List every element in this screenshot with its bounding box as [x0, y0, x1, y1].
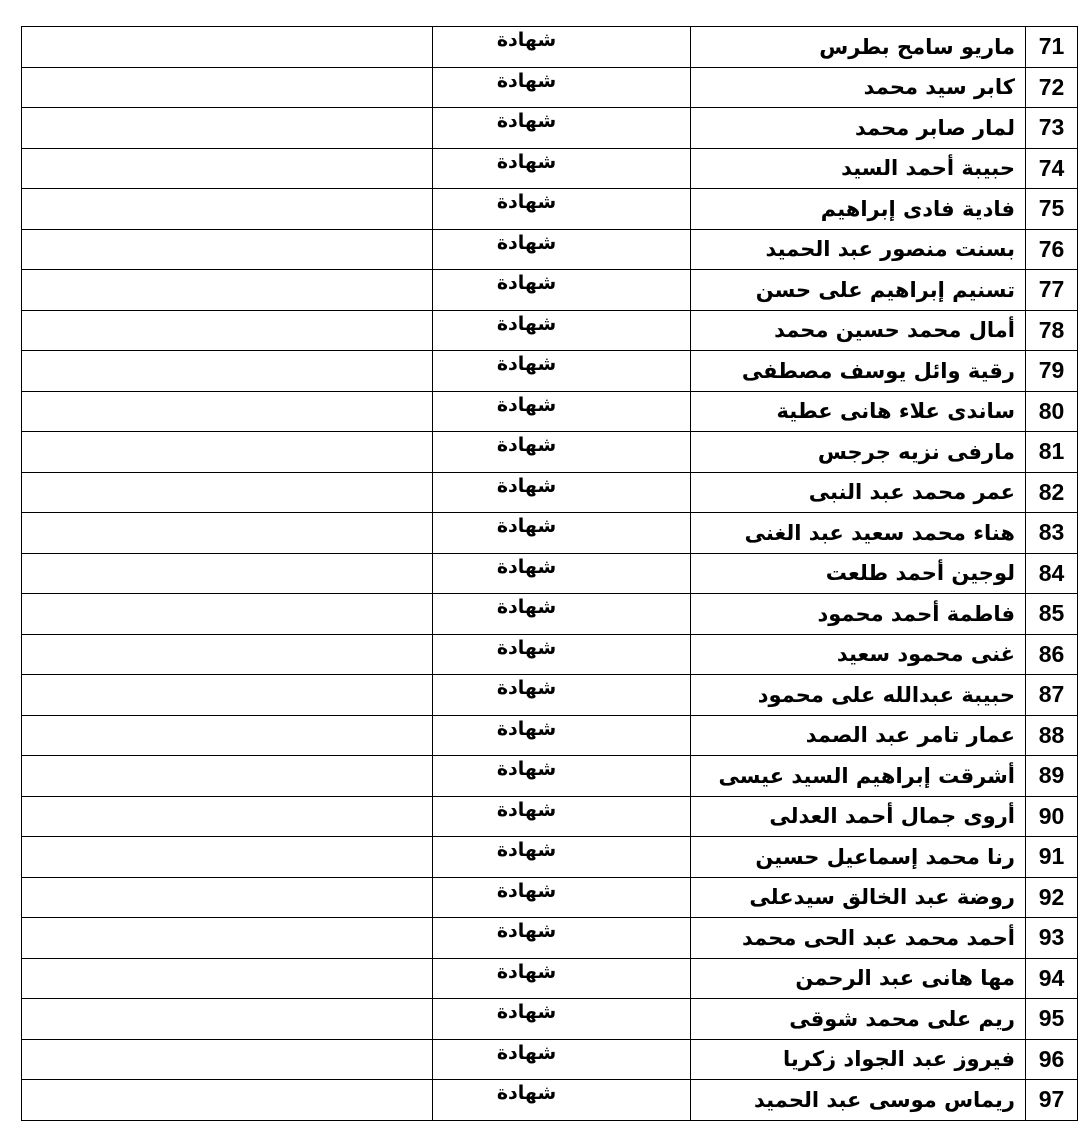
student-name: ريماس موسى عبد الحميد	[691, 1080, 1026, 1121]
note-cell	[433, 918, 691, 959]
table-row	[22, 27, 1078, 68]
note-cell	[433, 108, 691, 149]
empty-cell	[22, 189, 433, 230]
note-text: شهادة	[496, 960, 557, 983]
note-cell	[433, 270, 691, 311]
table-row	[22, 229, 1078, 270]
note-text: شهادة	[496, 555, 557, 578]
table-row	[22, 999, 1078, 1040]
empty-cell	[22, 877, 433, 918]
student-name: أمال محمد حسين محمد	[691, 310, 1026, 351]
note-text: شهادة	[496, 312, 557, 335]
empty-cell	[22, 796, 433, 837]
table-row	[22, 958, 1078, 999]
note-cell	[433, 229, 691, 270]
note-text: شهادة	[496, 150, 557, 173]
empty-cell	[22, 472, 433, 513]
empty-cell	[22, 229, 433, 270]
student-name: هناء محمد سعيد عبد الغنى	[691, 513, 1026, 554]
table-row	[22, 675, 1078, 716]
student-name: رقية وائل يوسف مصطفى	[691, 351, 1026, 392]
student-name: تسنيم إبراهيم على حسن	[691, 270, 1026, 311]
row-number: 85	[1026, 594, 1078, 635]
row-number: 72	[1026, 67, 1078, 108]
table-row	[22, 270, 1078, 311]
note-cell	[433, 958, 691, 999]
student-name: رنا محمد إسماعيل حسين	[691, 837, 1026, 878]
note-cell	[433, 513, 691, 554]
table-row	[22, 837, 1078, 878]
row-number: 86	[1026, 634, 1078, 675]
empty-cell	[22, 27, 433, 68]
note-cell	[433, 796, 691, 837]
table-row	[22, 594, 1078, 635]
note-text: شهادة	[496, 1082, 557, 1104]
row-number: 81	[1026, 432, 1078, 473]
note-text: شهادة	[496, 920, 557, 942]
note-cell	[433, 310, 691, 351]
empty-cell	[22, 391, 433, 432]
note-cell	[433, 715, 691, 756]
note-cell	[433, 634, 691, 675]
table-body	[22, 27, 1078, 1121]
student-name: حبيبة عبدالله على محمود	[691, 675, 1026, 716]
table-row	[22, 553, 1078, 594]
student-name: غنى محمود سعيد	[691, 634, 1026, 675]
note-text: شهادة	[496, 393, 557, 416]
student-name: ريم على محمد شوقى	[691, 999, 1026, 1040]
table-row	[22, 432, 1078, 473]
empty-cell	[22, 108, 433, 149]
note-text: شهادة	[496, 474, 557, 497]
note-cell	[433, 148, 691, 189]
note-cell	[433, 432, 691, 473]
student-name: كابر سيد محمد	[691, 67, 1026, 108]
note-text: شهادة	[496, 110, 557, 132]
note-text: شهادة	[496, 636, 557, 659]
note-cell	[433, 999, 691, 1040]
table-row	[22, 634, 1078, 675]
student-name: أشرقت إبراهيم السيد عيسى	[691, 756, 1026, 797]
table-row	[22, 1039, 1078, 1080]
row-number: 93	[1026, 918, 1078, 959]
note-cell	[433, 837, 691, 878]
note-text: شهادة	[496, 839, 557, 861]
empty-cell	[22, 148, 433, 189]
empty-cell	[22, 1080, 433, 1121]
table-row	[22, 310, 1078, 351]
student-name: أحمد محمد عبد الحى محمد	[691, 918, 1026, 959]
note-cell	[433, 351, 691, 392]
note-cell	[433, 1039, 691, 1080]
note-cell	[433, 27, 691, 68]
row-number: 91	[1026, 837, 1078, 878]
table-row	[22, 796, 1078, 837]
empty-cell	[22, 1039, 433, 1080]
note-text: شهادة	[496, 69, 557, 92]
student-name: فادية فادى إبراهيم	[691, 189, 1026, 230]
empty-cell	[22, 958, 433, 999]
note-text: شهادة	[496, 272, 557, 294]
note-text: شهادة	[496, 677, 557, 699]
empty-cell	[22, 999, 433, 1040]
note-cell	[433, 391, 691, 432]
note-text: شهادة	[496, 29, 557, 51]
student-name: عمر محمد عبد النبى	[691, 472, 1026, 513]
table-row	[22, 1080, 1078, 1121]
row-number: 75	[1026, 189, 1078, 230]
table-row	[22, 472, 1078, 513]
empty-cell	[22, 837, 433, 878]
table-row	[22, 513, 1078, 554]
row-number: 95	[1026, 999, 1078, 1040]
empty-cell	[22, 513, 433, 554]
student-name: بسنت منصور عبد الحميد	[691, 229, 1026, 270]
empty-cell	[22, 715, 433, 756]
table-row	[22, 918, 1078, 959]
empty-cell	[22, 432, 433, 473]
empty-cell	[22, 310, 433, 351]
empty-cell	[22, 553, 433, 594]
note-text: شهادة	[496, 353, 557, 375]
student-name: حبيبة أحمد السيد	[691, 148, 1026, 189]
note-text: شهادة	[496, 1001, 557, 1023]
row-number: 92	[1026, 877, 1078, 918]
row-number: 77	[1026, 270, 1078, 311]
student-name: مارفى نزيه جرجس	[691, 432, 1026, 473]
student-name: لوجين أحمد طلعت	[691, 553, 1026, 594]
names-table	[21, 26, 1078, 1121]
student-name: ماريو سامح بطرس	[691, 27, 1026, 68]
table-row	[22, 391, 1078, 432]
empty-cell	[22, 67, 433, 108]
table-row	[22, 189, 1078, 230]
note-text: شهادة	[496, 798, 557, 821]
note-text: شهادة	[496, 515, 557, 537]
note-cell	[433, 1080, 691, 1121]
row-number: 76	[1026, 229, 1078, 270]
note-text: شهادة	[496, 879, 557, 902]
table-row	[22, 877, 1078, 918]
table-row	[22, 67, 1078, 108]
table-row	[22, 351, 1078, 392]
row-number: 74	[1026, 148, 1078, 189]
note-text: شهادة	[496, 231, 557, 254]
student-name: ساندى علاء هانى عطية	[691, 391, 1026, 432]
row-number: 94	[1026, 958, 1078, 999]
empty-cell	[22, 594, 433, 635]
note-text: شهادة	[496, 758, 557, 780]
note-cell	[433, 877, 691, 918]
table-row	[22, 756, 1078, 797]
student-name: أروى جمال أحمد العدلى	[691, 796, 1026, 837]
row-number: 79	[1026, 351, 1078, 392]
empty-cell	[22, 634, 433, 675]
table-row	[22, 108, 1078, 149]
row-number: 97	[1026, 1080, 1078, 1121]
empty-cell	[22, 918, 433, 959]
row-number: 87	[1026, 675, 1078, 716]
row-number: 83	[1026, 513, 1078, 554]
note-cell	[433, 553, 691, 594]
student-name: عمار تامر عبد الصمد	[691, 715, 1026, 756]
row-number: 88	[1026, 715, 1078, 756]
note-cell	[433, 67, 691, 108]
note-text: شهادة	[496, 717, 557, 740]
table-row	[22, 715, 1078, 756]
note-cell	[433, 756, 691, 797]
row-number: 96	[1026, 1039, 1078, 1080]
note-text: شهادة	[496, 596, 557, 618]
row-number: 71	[1026, 27, 1078, 68]
empty-cell	[22, 675, 433, 716]
row-number: 89	[1026, 756, 1078, 797]
empty-cell	[22, 351, 433, 392]
row-number: 80	[1026, 391, 1078, 432]
row-number: 82	[1026, 472, 1078, 513]
note-cell	[433, 472, 691, 513]
row-number: 73	[1026, 108, 1078, 149]
row-number: 90	[1026, 796, 1078, 837]
note-cell	[433, 189, 691, 230]
student-name: مها هانى عبد الرحمن	[691, 958, 1026, 999]
note-text: شهادة	[496, 191, 557, 213]
note-text: شهادة	[496, 434, 557, 456]
note-cell	[433, 594, 691, 635]
empty-cell	[22, 756, 433, 797]
student-name: فاطمة أحمد محمود	[691, 594, 1026, 635]
table-row	[22, 148, 1078, 189]
empty-cell	[22, 270, 433, 311]
student-name: فيروز عبد الجواد زكريا	[691, 1039, 1026, 1080]
row-number: 78	[1026, 310, 1078, 351]
note-text: شهادة	[496, 1041, 557, 1064]
student-name: روضة عبد الخالق سيدعلى	[691, 877, 1026, 918]
student-name: لمار صابر محمد	[691, 108, 1026, 149]
row-number: 84	[1026, 553, 1078, 594]
note-cell	[433, 675, 691, 716]
